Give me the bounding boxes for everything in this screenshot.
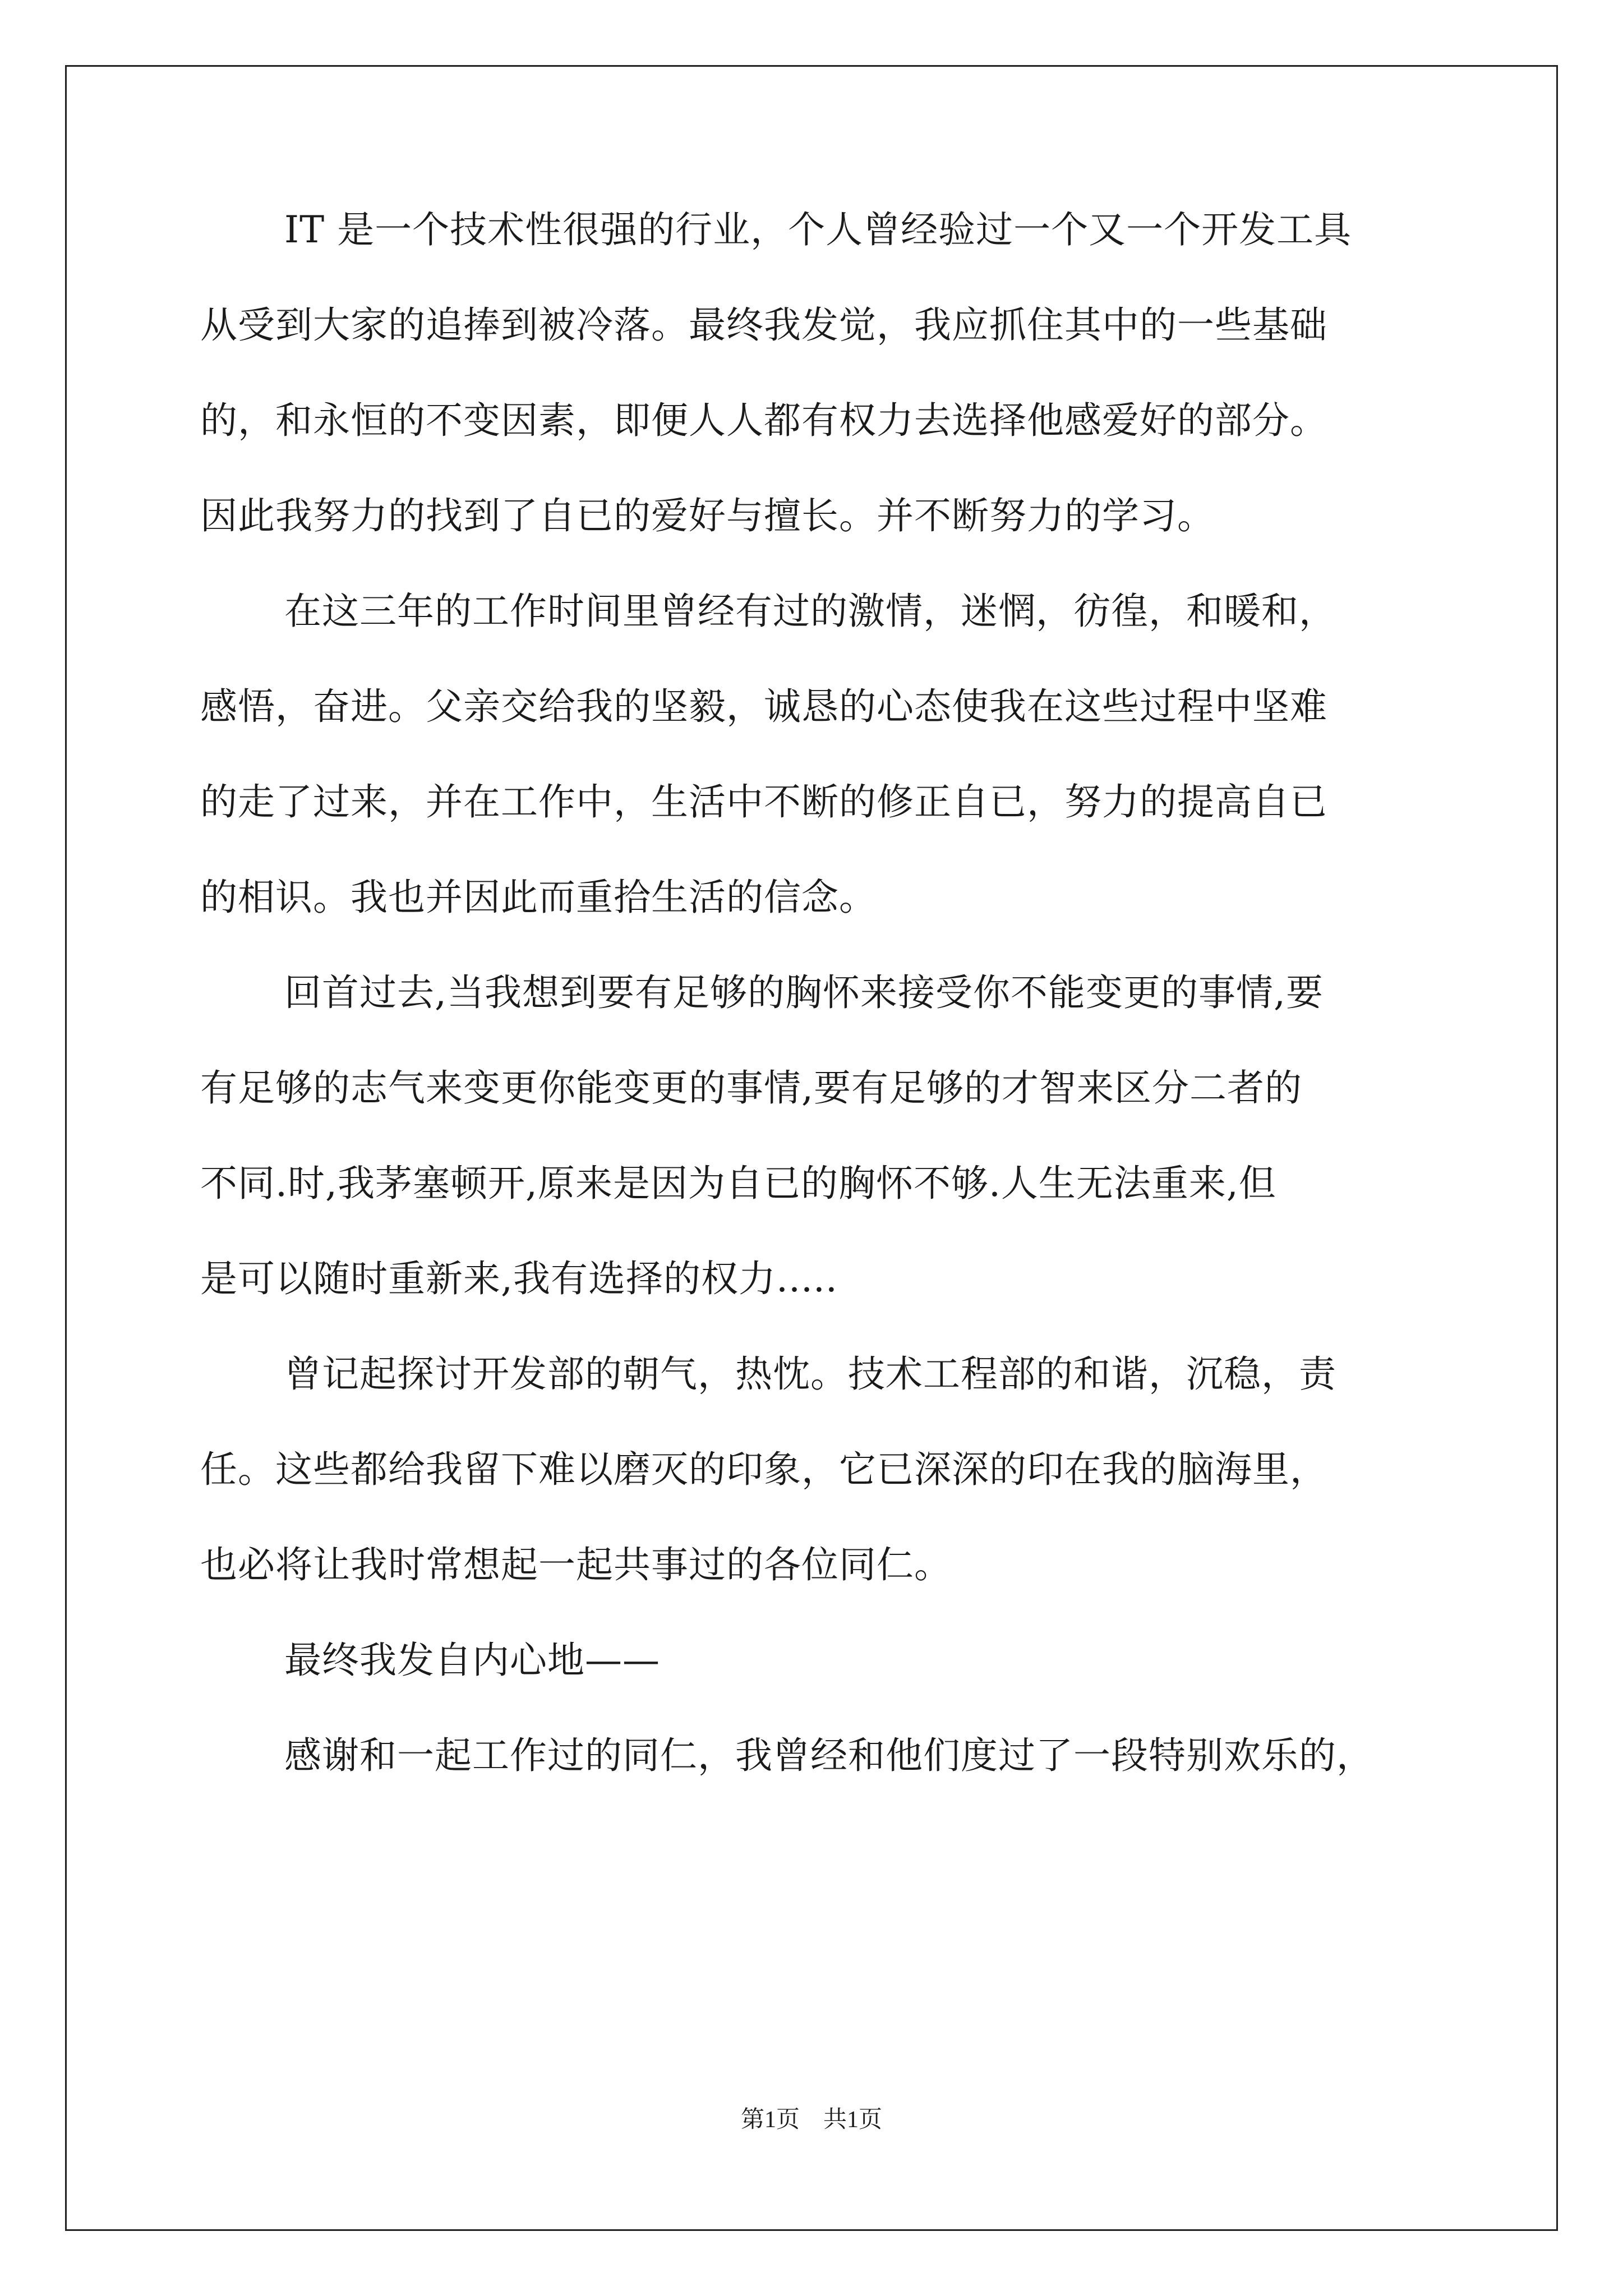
- page-number-footer: 第1页 共1页: [740, 2107, 882, 2133]
- paragraph-1-line-4: 因此我努力的找到了自已的爱好与擅长。并不断努力的学习。: [200, 494, 1215, 537]
- paragraph-2-line-3: 的走了过来，并在工作中，生活中不断的修正自已，努力的提高自已: [200, 780, 1327, 823]
- paragraph-2-line-2: 感悟，奋进。父亲交给我的坚毅，诚恳的心态使我在这些过程中坚难: [200, 685, 1327, 728]
- paragraph-3-line-2: 有足够的志气来变更你能变更的事情,要有足够的才智来区分二者的: [200, 1066, 1302, 1110]
- paragraph-5-line-1: 最终我发自内心地——: [284, 1639, 660, 1682]
- paragraph-3-line-1: 回首过去,当我想到要有足够的胸怀来接受你不能变更的事情,要: [284, 971, 1324, 1014]
- paragraph-3-line-3: 不同.时,我茅塞顿开,原来是因为自已的胸怀不够.人生无法重来,但: [200, 1162, 1276, 1205]
- paragraph-6-line-1: 感谢和一起工作过的同仁，我曾经和他们度过了一段特别欢乐的，: [284, 1734, 1374, 1777]
- paragraph-1-line-3: 的，和永恒的不变因素，即便人人都有权力去选择他感爱好的部分。: [200, 399, 1327, 442]
- paragraph-4-line-3: 也必将让我时常想起一起共事过的各位同仁。: [200, 1543, 952, 1586]
- page-border: [65, 65, 1558, 2231]
- paragraph-1-line-1: IT 是一个技术性很强的行业，个人曾经验过一个又一个开发工具: [284, 208, 1352, 251]
- paragraph-2-line-4: 的相识。我也并因此而重拾生活的信念。: [200, 876, 877, 919]
- paragraph-4-line-2: 任。这些都给我留下难以磨灭的印象，它已深深的印在我的脑海里，: [200, 1448, 1327, 1491]
- paragraph-3-line-4: 是可以随时重新来,我有选择的权力.....: [200, 1257, 838, 1300]
- paragraph-4-line-1: 曾记起探讨开发部的朝气，热忱。技术工程部的和谐，沉稳，责: [284, 1352, 1336, 1396]
- paragraph-1-line-2: 从受到大家的追捧到被冷落。最终我发觉，我应抓住其中的一些基础: [200, 303, 1327, 347]
- paragraph-2-line-1: 在这三年的工作时间里曾经有过的激情，迷惘，彷徨，和暖和，: [284, 590, 1336, 633]
